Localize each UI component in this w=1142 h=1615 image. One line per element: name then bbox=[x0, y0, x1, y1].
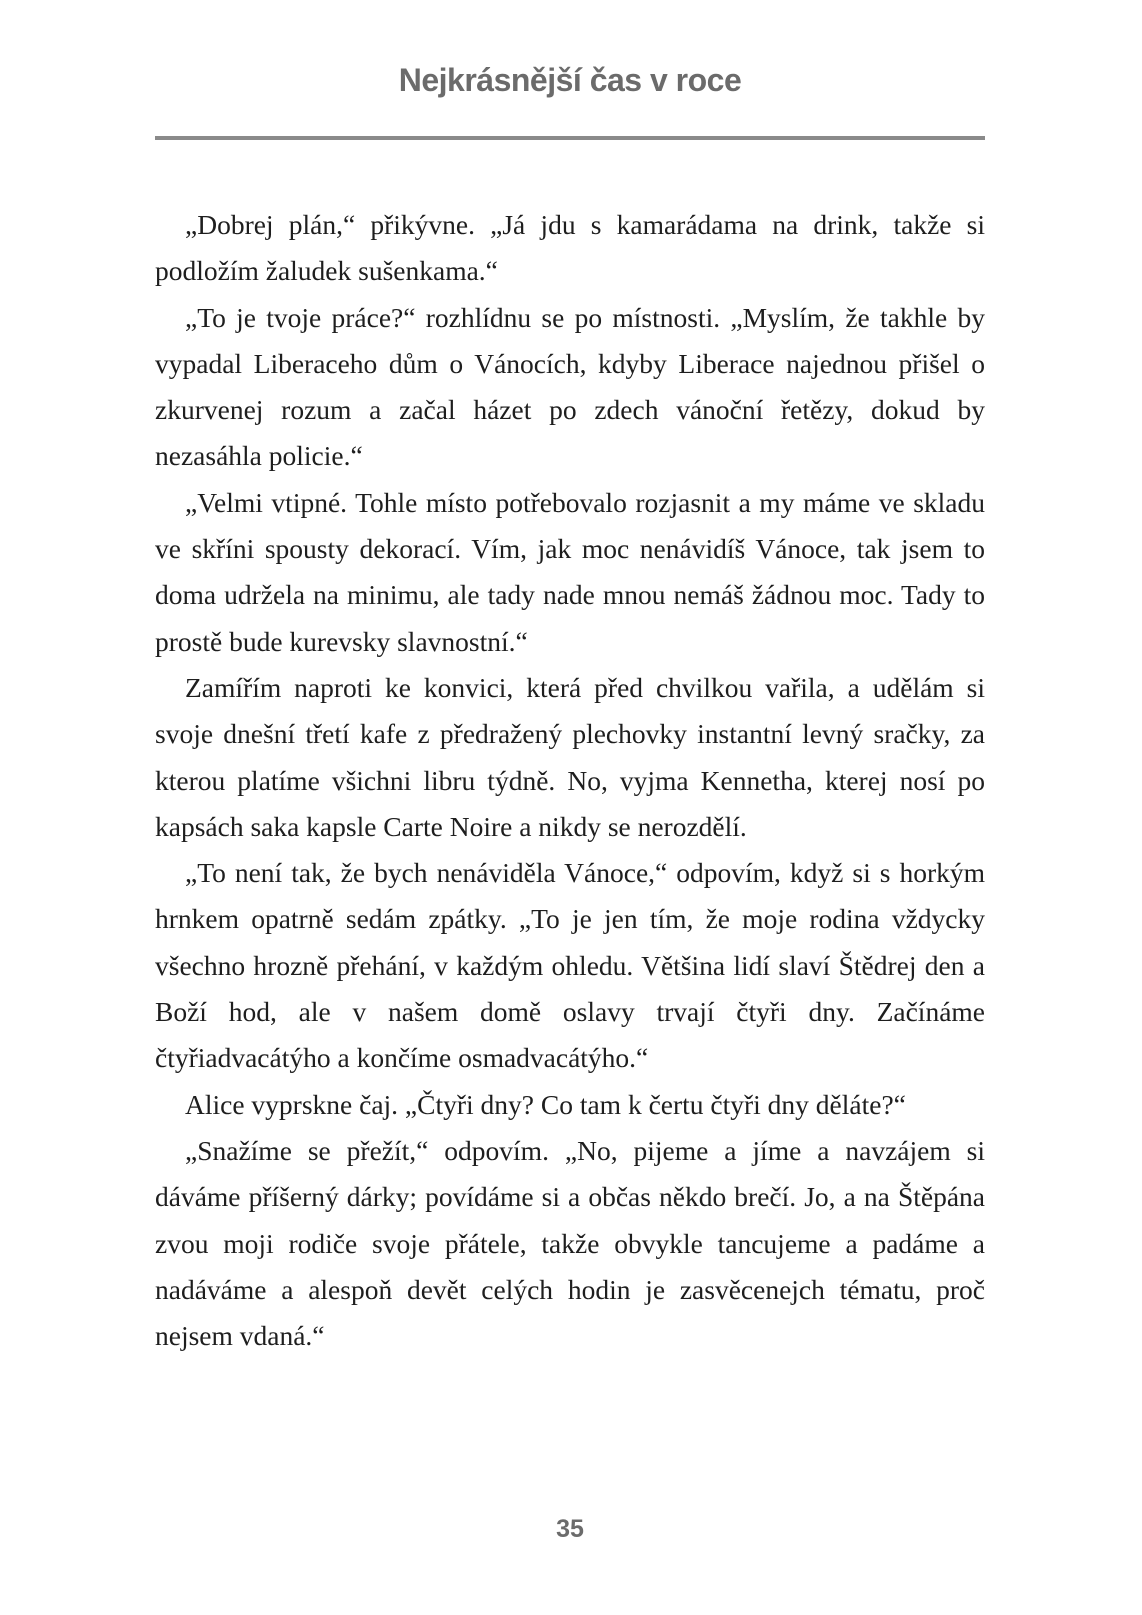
body-text bbox=[155, 202, 985, 1359]
header-rule bbox=[155, 136, 985, 140]
paragraph: „To není tak, že bych nenáviděla Vánoce,“ odpovím, když si s horkým hrnkem opatrně sedám zpátky. „To je jen tím, že moje rodina vždycky všechno hrozně přehání, v každým ohledu. Většina lidí slaví Štědrej den a Boží hod, ale v našem domě oslavy trvají čtyři dny. Začínáme čtyřiadvacátýho a končíme osmadvacátýho.“ bbox=[155, 857, 985, 1074]
paragraph: Alice vyprskne čaj. „Čtyři dny? Co tam k čertu čtyři dny děláte?“ bbox=[185, 1088, 906, 1120]
paragraph: „Snažíme se přežít,“ odpovím. „No, pijeme a jíme a navzájem si dáváme příšerný dárky; povídáme si a občas někdo brečí. Jo, a na Štěpána zvou moji rodiče svoje přátele, takže obvykle tancujeme a padáme a nadáváme a alespoň devět celých hodin je zasvěcenejch tématu, proč nejsem vdaná.“ bbox=[155, 1134, 985, 1352]
paragraph: „Velmi vtipné. Tohle místo potřebovalo rozjasnit a my máme ve skladu ve skříni spousty dekorací. Vím, jak moc nenávidíš Vánoce, tak jsem to doma udržela na minimu, ale tady nade mnou nemáš žádnou moc. Tady to prostě bude kurevsky slavnostní.“ bbox=[155, 486, 985, 657]
running-head: Nejkrásnější čas v roce bbox=[398, 62, 742, 98]
page-number: 35 bbox=[556, 1515, 584, 1543]
paragraph: „To je tvoje práce?“ rozhlídnu se po místnosti. „Myslím, že takhle by vypadal Liberaceho dům o Vánocích, kdyby Liberace najednou přišel o zkurvenej rozum a začal házet po zdech vánoční řetězy, dokud by nezasáhla policie.“ bbox=[155, 301, 985, 472]
paragraph: „Dobrej plán,“ přikývne. „Já jdu s kamarádama na drink, takže si podložím žaludek sušenkama.“ bbox=[155, 209, 985, 287]
paragraph: Zamířím naproti ke konvici, která před chvilkou vařila, a udělám si svoje dnešní třetí kafe z předražený plechovky instantní levný sračky, za kterou platíme všichni libru týdně. No, vyjma Kennetha, kterej nosí po kapsách saka kapsle Carte Noire a nikdy se nerozdělí. bbox=[155, 671, 985, 842]
